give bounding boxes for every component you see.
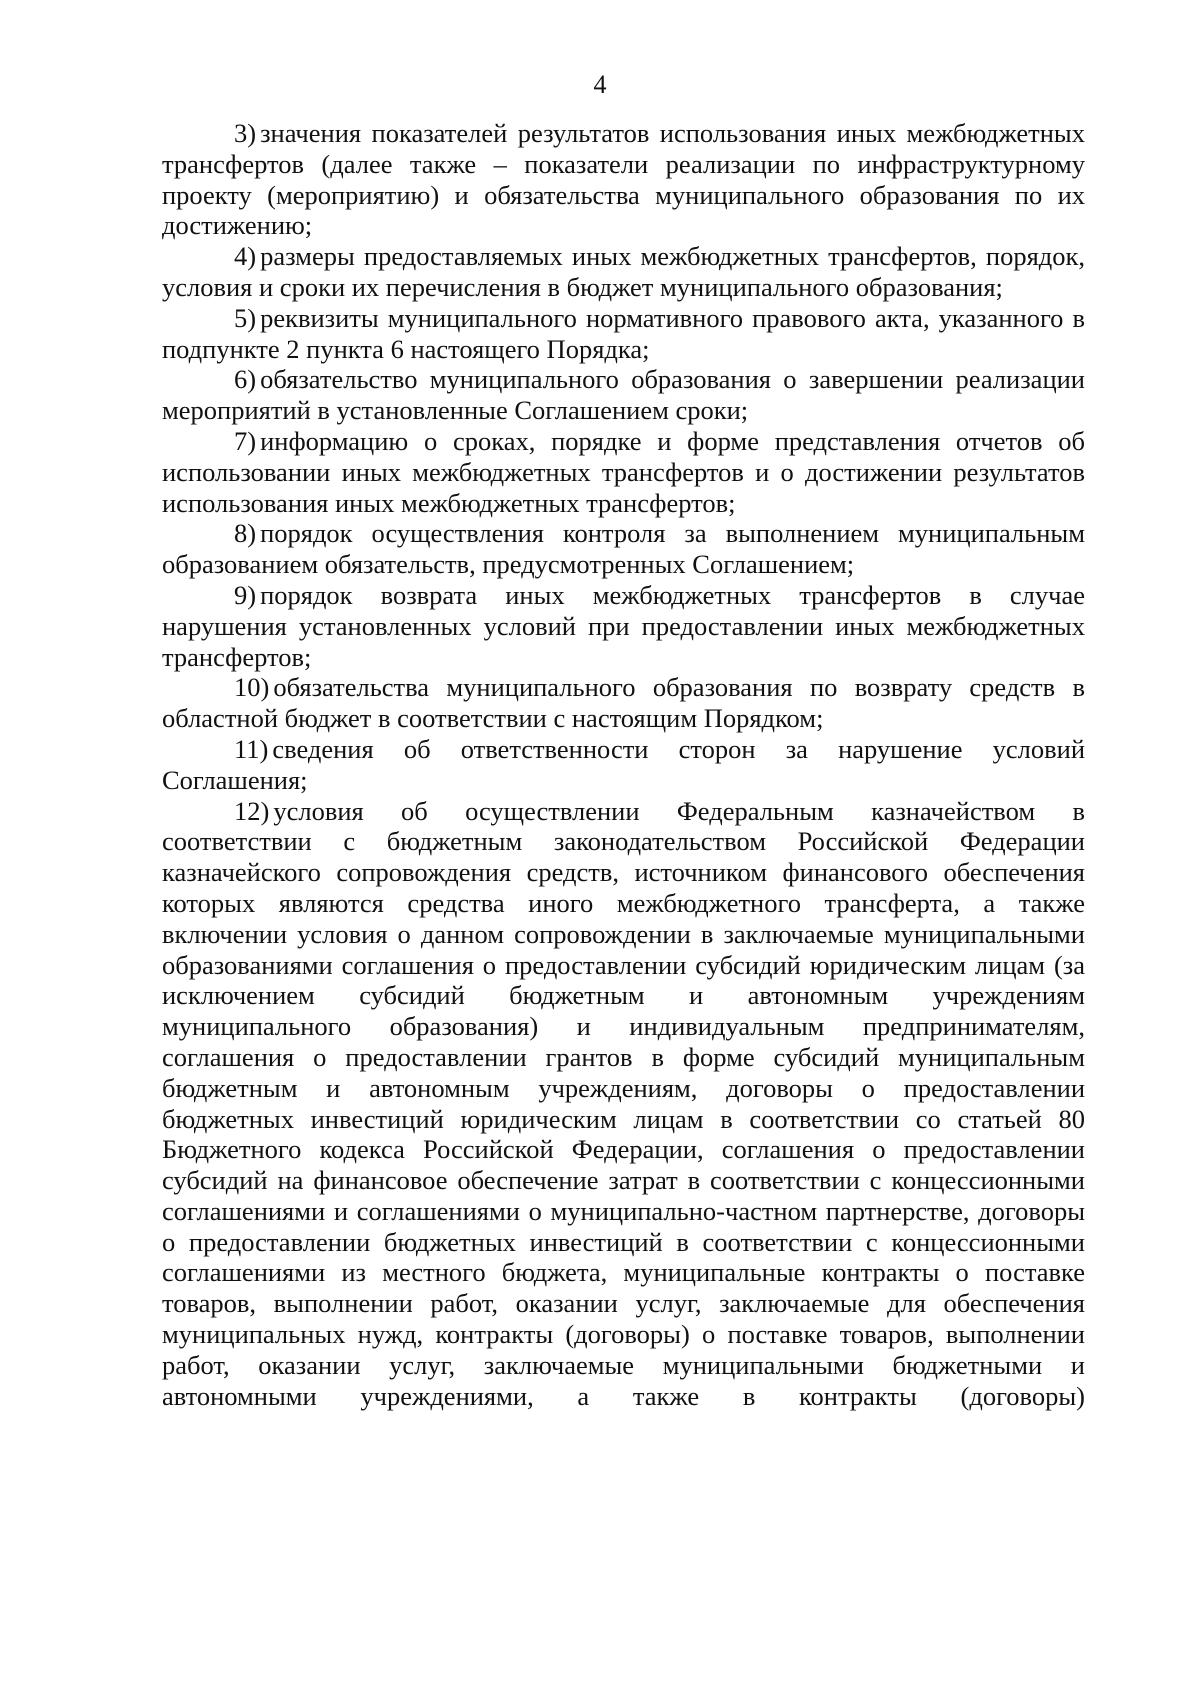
list-item-6 — [162, 364, 1085, 426]
item-number: 6) — [234, 364, 257, 395]
page-number: 4 — [593, 70, 607, 99]
item-number: 9) — [234, 579, 257, 610]
item-number: 7) — [234, 425, 257, 456]
item-number: 4) — [234, 241, 257, 272]
item-number: 5) — [234, 302, 257, 333]
item-text: значения показателей результатов использования иных межбюджетных трансфертов (далее также – показатели реализации по инфраструктурному проекту (мероприятию) и обязательства муниципального образования по их достижению; — [162, 118, 1085, 241]
item-number: 12) — [234, 795, 270, 826]
item-text: порядок возврата иных межбюджетных трансфертов в случае нарушения установленных условий при предоставлении иных межбюджетных трансфертов; — [162, 579, 1085, 672]
item-text: порядок осуществления контроля за выполнением муниципальным образованием обязательств, предусмотренных Соглашением; — [162, 518, 1085, 580]
item-number: 10) — [234, 672, 270, 703]
list-item-3 — [162, 118, 1085, 241]
list-item-12 — [162, 796, 1085, 1412]
item-number: 8) — [234, 518, 257, 549]
item-number: 3) — [234, 118, 257, 148]
item-text: реквизиты муниципального нормативного правового акта, указанного в подпункте 2 пункта 6 настоящего Порядка; — [162, 302, 1085, 364]
item-text: сведения об ответственности сторон за нарушение условий Соглашения; — [162, 733, 1085, 795]
list-item-9 — [162, 580, 1085, 672]
item-number: 11) — [234, 733, 269, 764]
item-text: условия об осуществлении Федеральным казначейством в соответствии с бюджетным законодательством Российской Федерации казначейского сопровождения средств, источником финансового обеспечения которых являются средства иного межбюджетного трансферта, а также включении условия о данном сопровождении в заключаемые муниципальными образованиями соглашения о предоставлении субсидий юридическим лицам (за исключением субсидий бюджетным и автономным учреждениям муниципального образования) и индивидуальным предпринимателям, соглашения о предоставлении грантов в форме субсидий муниципальным бюджетным и автономным учреждениям, договоры о предоставлении бюджетных инвестиций юридическим лицам в соответствии со статьей 80 Бюджетного кодекса Российской Федерации, соглашения о предоставлении субсидий на финансовое обеспечение затрат в соответствии с концессионными соглашениями и соглашениями о муниципально-частном партнерстве, договоры о предоставлении бюджетных инвестиций в соответствии с концессионными соглашениями из местного бюджета, муниципальные контракты о поставке товаров, выполнении работ, оказании услуг, заключаемые для обеспечения муниципальных нужд, контракты (договоры) о поставке товаров, выполнении работ, оказании услуг, заключаемые муниципальными бюджетными и автономными учреждениями, а также в контракты (договоры) — [162, 795, 1085, 1411]
item-text: информацию о сроках, порядке и форме представления отчетов об использовании иных межбюджетных трансфертов и о достижении результатов использования иных межбюджетных трансфертов; — [162, 425, 1085, 518]
list-item-8 — [162, 518, 1085, 580]
document-body — [162, 118, 1085, 1411]
list-item-5 — [162, 303, 1085, 365]
item-text: обязательства муниципального образования по возврату средств в областной бюджет в соответствии с настоящим Порядком; — [162, 672, 1085, 734]
list-item-10 — [162, 672, 1085, 734]
list-item-11 — [162, 734, 1085, 796]
item-text: размеры предоставляемых иных межбюджетных трансфертов, порядок, условия и сроки их перечисления в бюджет муниципального образования; — [162, 241, 1085, 302]
list-item-7 — [162, 426, 1085, 518]
list-item-4 — [162, 241, 1085, 303]
item-text: обязательство муниципального образования о завершении реализации мероприятий в установленные Соглашением сроки; — [162, 364, 1085, 426]
